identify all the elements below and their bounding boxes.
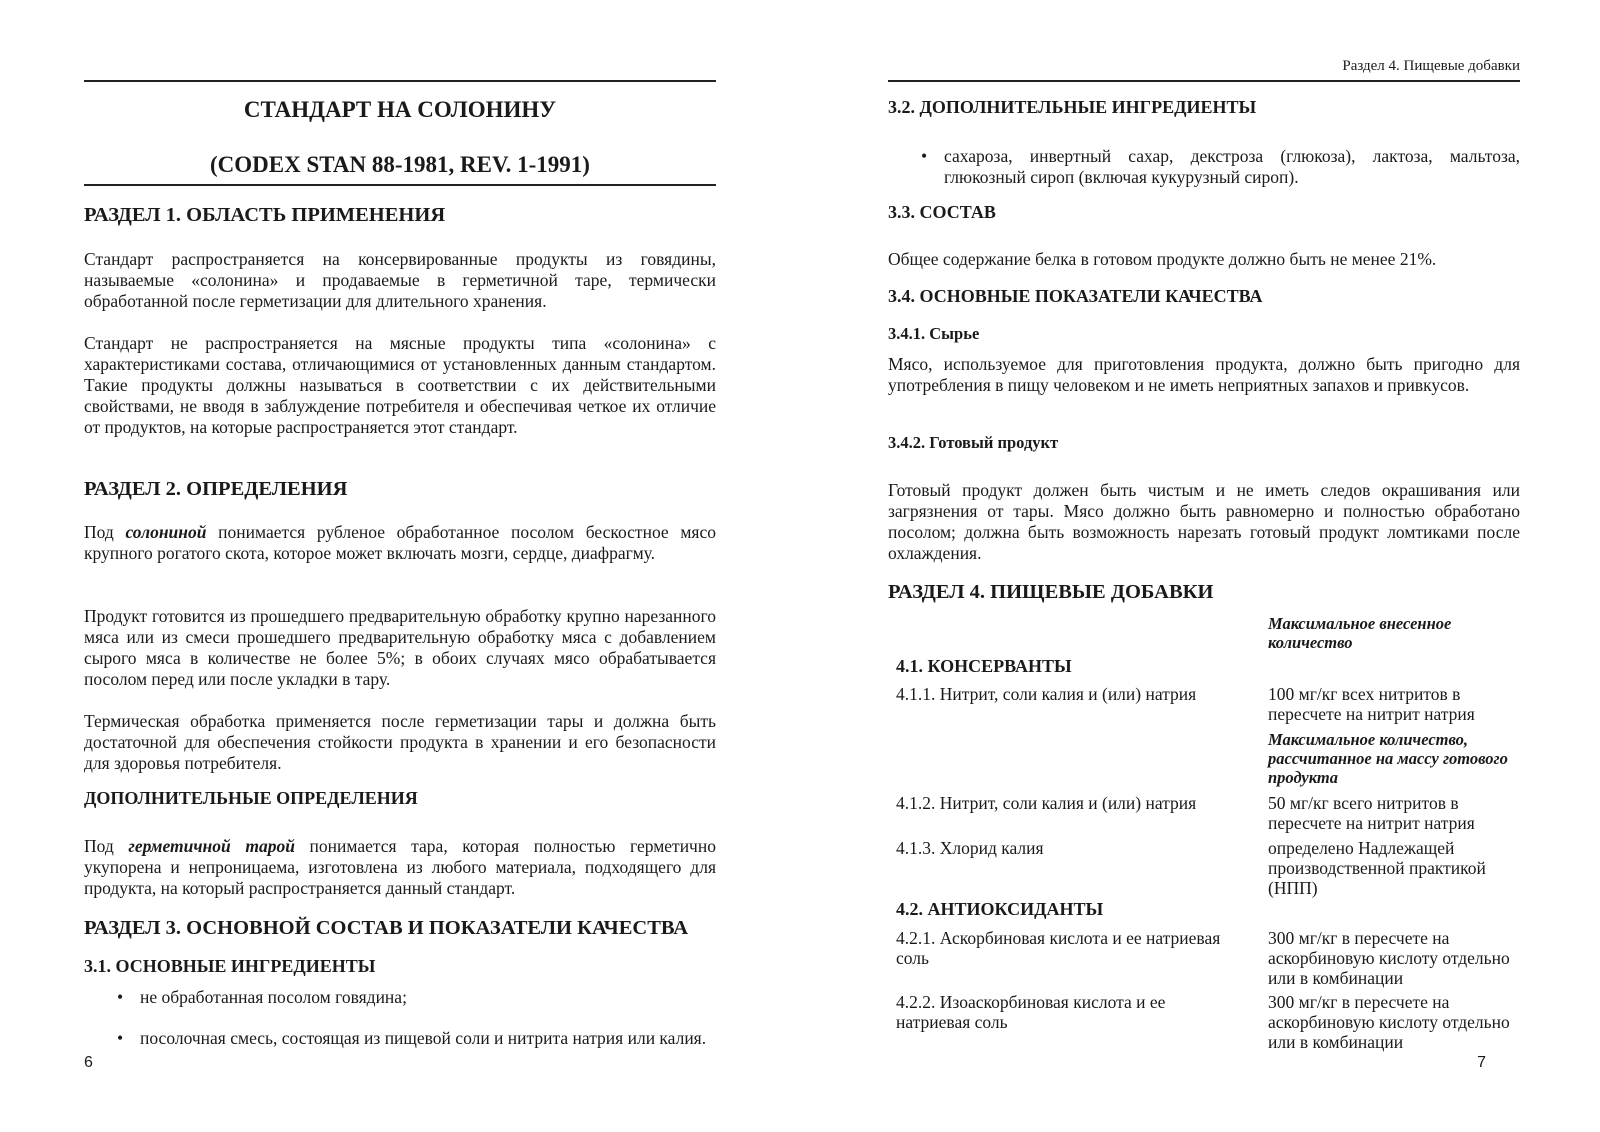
additive-name: 4.1.3. Хлорид калия [896, 838, 1044, 858]
section-4-heading: РАЗДЕЛ 4. ПИЩЕВЫЕ ДОБАВКИ [888, 581, 1214, 603]
running-head: Раздел 4. Пищевые добавки [1342, 58, 1520, 74]
top-rule [84, 80, 716, 82]
list-item-text: сахароза, инвертный сахар, декстроза (глюкоза), лактоза, мальтоза, глюкозный сироп (включая кукурузный сироп). [944, 146, 1520, 187]
section-2-paragraph-1 [84, 522, 716, 564]
list-item [84, 1028, 716, 1049]
title-rule [84, 184, 716, 186]
section-3-4-2-paragraph: Готовый продукт должен быть чистым и не иметь следов окрашивания или загрязнения от тары. Мясо должно быть равномерно и полностью обработано посолом; должна быть возможность нарезать готовый продукт ломтиками после охлаждения. [888, 480, 1520, 563]
left-page [84, 0, 716, 1132]
page-number: 6 [84, 1054, 93, 1071]
list-item-text: посолочная смесь, состоящая из пищевой соли и нитрита натрия или калия. [140, 1028, 707, 1048]
text-run: понимается тара, которая полностью герметично укупорена и непроницаема, изготовлена из любого материала, подходящего для продукта, на который распространяется данный стандарт. [84, 836, 716, 898]
additive-value: определено Надлежащей производственной практикой (НПП) [1268, 838, 1486, 898]
additive-name: 4.2.1. Аскорбиновая кислота и ее натриевая соль [896, 928, 1221, 968]
additive-name: 4.2.2. Изоаскорбиновая кислота и ее натриевая соль [896, 992, 1166, 1032]
list-item [888, 146, 1520, 188]
text-run: Под [84, 836, 129, 856]
additive-value: 300 мг/кг в пересчете на аскорбиновую кислоту отдельно или в комбинации [1268, 992, 1510, 1052]
additive-value: 50 мг/кг всего нитритов в пересчете на нитрит натрия [1268, 793, 1475, 833]
bullet-icon: • [921, 146, 928, 166]
section-3-3-heading: 3.3. СОСТАВ [888, 202, 996, 222]
page-number: 7 [1477, 1054, 1486, 1071]
list-item-text: не обработанная посолом говядина; [140, 987, 407, 1007]
defined-term: герметичной тарой [128, 836, 295, 856]
standard-title: СТАНДАРТ НА СОЛОНИНУ [243, 97, 557, 122]
column-header: Максимальное количество, рассчитанное на массу готового продукта [1268, 730, 1508, 787]
section-3-4-1-paragraph: Мясо, используемое для приготовления продукта, должно быть пригодно для употребления в пищу человеком и не иметь неприятных запахов и привкусов. [888, 354, 1520, 395]
additive-value: 100 мг/кг всех нитритов в пересчете на нитрит натрия [1268, 684, 1475, 724]
top-rule [888, 80, 1520, 82]
text-run: понимается рубленое обработанное посолом бескостное мясо крупного рогатого скота, которое может включать мозги, сердце, диафрагму. [84, 522, 716, 563]
section-2-heading: РАЗДЕЛ 2. ОПРЕДЕЛЕНИЯ [84, 478, 348, 500]
section-2-paragraph-2: Продукт готовится из прошедшего предварительную обработку крупно нарезанного мяса или из смеси прошедшего предварительную обработку мяса с добавлением сырого мяса в количестве не более 5%; в обоих случаях мясо обрабатывается посолом перед или после укладки в тару. [84, 606, 716, 689]
section-4-2-heading: 4.2. АНТИОКСИДАНТЫ [896, 899, 1104, 919]
standard-code: (CODEX STAN 88-1981, REV. 1-1991) [210, 152, 590, 177]
section-3-4-1-heading: 3.4.1. Сырье [888, 324, 980, 343]
section-1-paragraph-1: Стандарт распространяется на консервированные продукты из говядины, называемые «солонина» и продаваемые в герметичной таре, термически обработанной после герметизации для длительного хранения. [84, 249, 716, 311]
section-1-paragraph-2: Стандарт не распространяется на мясные продукты типа «солонина» с характеристиками состава, отличающимися от установленных данным стандартом. Такие продукты должны называться в соответствии с их действительными свойствами, не вводя в заблуждение потребителя и обеспечивая четкое их отличие от продуктов, на которые распространяется этот стандарт. [84, 333, 716, 437]
additional-definitions-heading: ДОПОЛНИТЕЛЬНЫЕ ОПРЕДЕЛЕНИЯ [84, 788, 418, 808]
section-3-4-2-heading: 3.4.2. Готовый продукт [888, 433, 1059, 452]
additive-name: 4.1.2. Нитрит, соли калия и (или) натрия [896, 793, 1197, 813]
section-1-heading: РАЗДЕЛ 1. ОБЛАСТЬ ПРИМЕНЕНИЯ [84, 204, 446, 226]
right-page [888, 0, 1520, 1132]
section-3-3-paragraph: Общее содержание белка в готовом продукте должно быть не менее 21%. [888, 249, 1437, 269]
additive-name: 4.1.1. Нитрит, соли калия и (или) натрия [896, 684, 1197, 704]
section-2-paragraph-3: Термическая обработка применяется после герметизации тары и должна быть достаточной для обеспечения стойкости продукта в хранении и его безопасности для здоровья потребителя. [84, 711, 716, 773]
defined-term: солониной [125, 522, 207, 542]
section-3-1-heading: 3.1. ОСНОВНЫЕ ИНГРЕДИЕНТЫ [84, 956, 376, 976]
section-3-2-heading: 3.2. ДОПОЛНИТЕЛЬНЫЕ ИНГРЕДИЕНТЫ [888, 97, 1257, 117]
section-4-1-heading: 4.1. КОНСЕРВАНТЫ [896, 656, 1072, 676]
text-run: Под [84, 522, 126, 542]
column-header: Максимальное внесенное количество [1268, 614, 1452, 652]
additional-definitions-paragraph [84, 836, 716, 899]
bullet-icon: • [117, 1028, 124, 1048]
section-3-4-heading: 3.4. ОСНОВНЫЕ ПОКАЗАТЕЛИ КАЧЕСТВА [888, 286, 1263, 306]
bullet-icon: • [117, 987, 124, 1007]
section-3-heading: РАЗДЕЛ 3. ОСНОВНОЙ СОСТАВ И ПОКАЗАТЕЛИ КАЧЕСТВА [84, 917, 689, 939]
list-item [84, 987, 716, 1008]
additive-value: 300 мг/кг в пересчете на аскорбиновую кислоту отдельно или в комбинации [1268, 928, 1510, 988]
